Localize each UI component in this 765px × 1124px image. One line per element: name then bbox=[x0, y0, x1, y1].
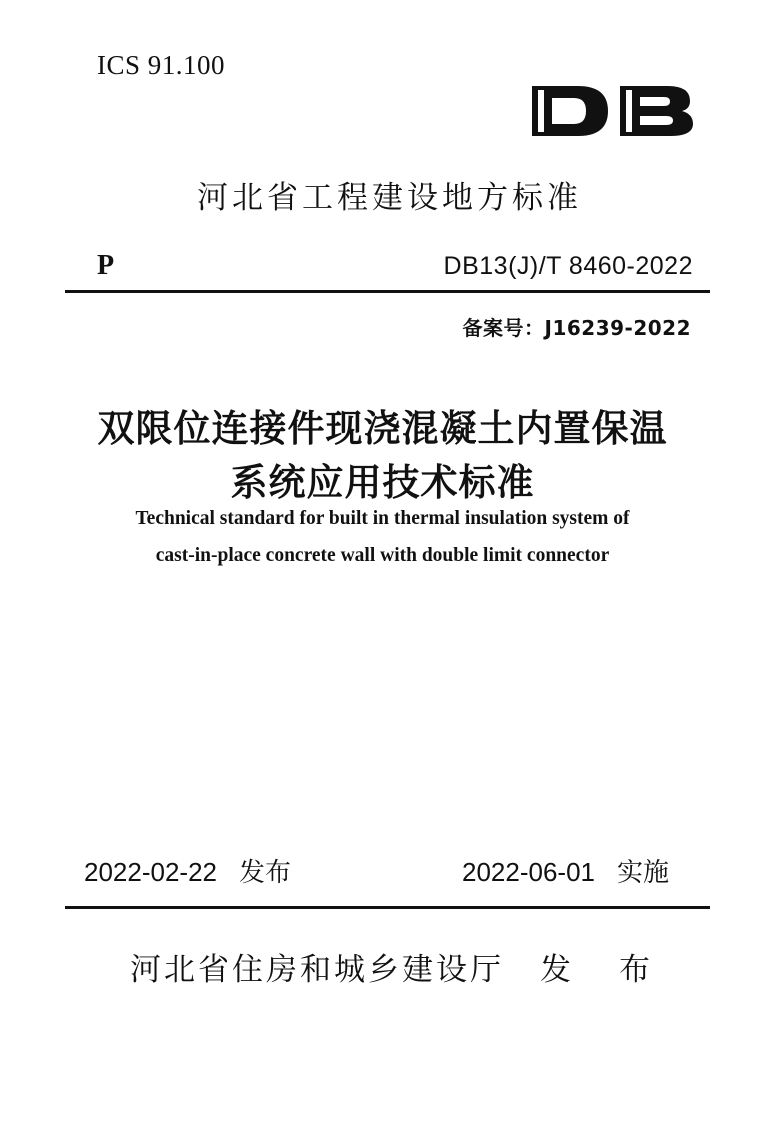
footer-publish-label: 发布 bbox=[540, 952, 698, 988]
record-number: 备案号：J16239-2022 bbox=[462, 316, 691, 340]
top-divider bbox=[65, 290, 710, 293]
footer-issuer-group bbox=[130, 944, 698, 989]
ics-code: ICS 91.100 bbox=[97, 50, 226, 80]
bottom-divider bbox=[65, 906, 710, 909]
issue-date-group bbox=[84, 852, 291, 889]
implement-label: 实施 bbox=[617, 858, 670, 888]
title-en-line2: cast-in-place concrete wall with double limit connector bbox=[155, 545, 610, 566]
category-letter: P bbox=[97, 250, 115, 281]
title-en-line1: Technical standard for built in thermal insulation system of bbox=[135, 508, 630, 529]
title-cn-line1: 双限位连接件现浇混凝土内置保温 bbox=[97, 406, 668, 450]
title-cn-line2: 系统应用技术标准 bbox=[230, 460, 535, 504]
issue-date: 2022-02-22 bbox=[84, 857, 217, 887]
implement-date-group bbox=[462, 852, 669, 889]
issue-label: 发布 bbox=[239, 858, 292, 888]
db-logo-icon bbox=[528, 82, 698, 140]
implement-date: 2022-06-01 bbox=[462, 857, 595, 887]
standard-number: DB13(J)/T 8460-2022 bbox=[443, 252, 693, 280]
footer-issuer: 河北省住房和城乡建设厅 bbox=[130, 952, 504, 988]
issuer-title: 河北省工程建设地方标准 bbox=[197, 180, 582, 216]
